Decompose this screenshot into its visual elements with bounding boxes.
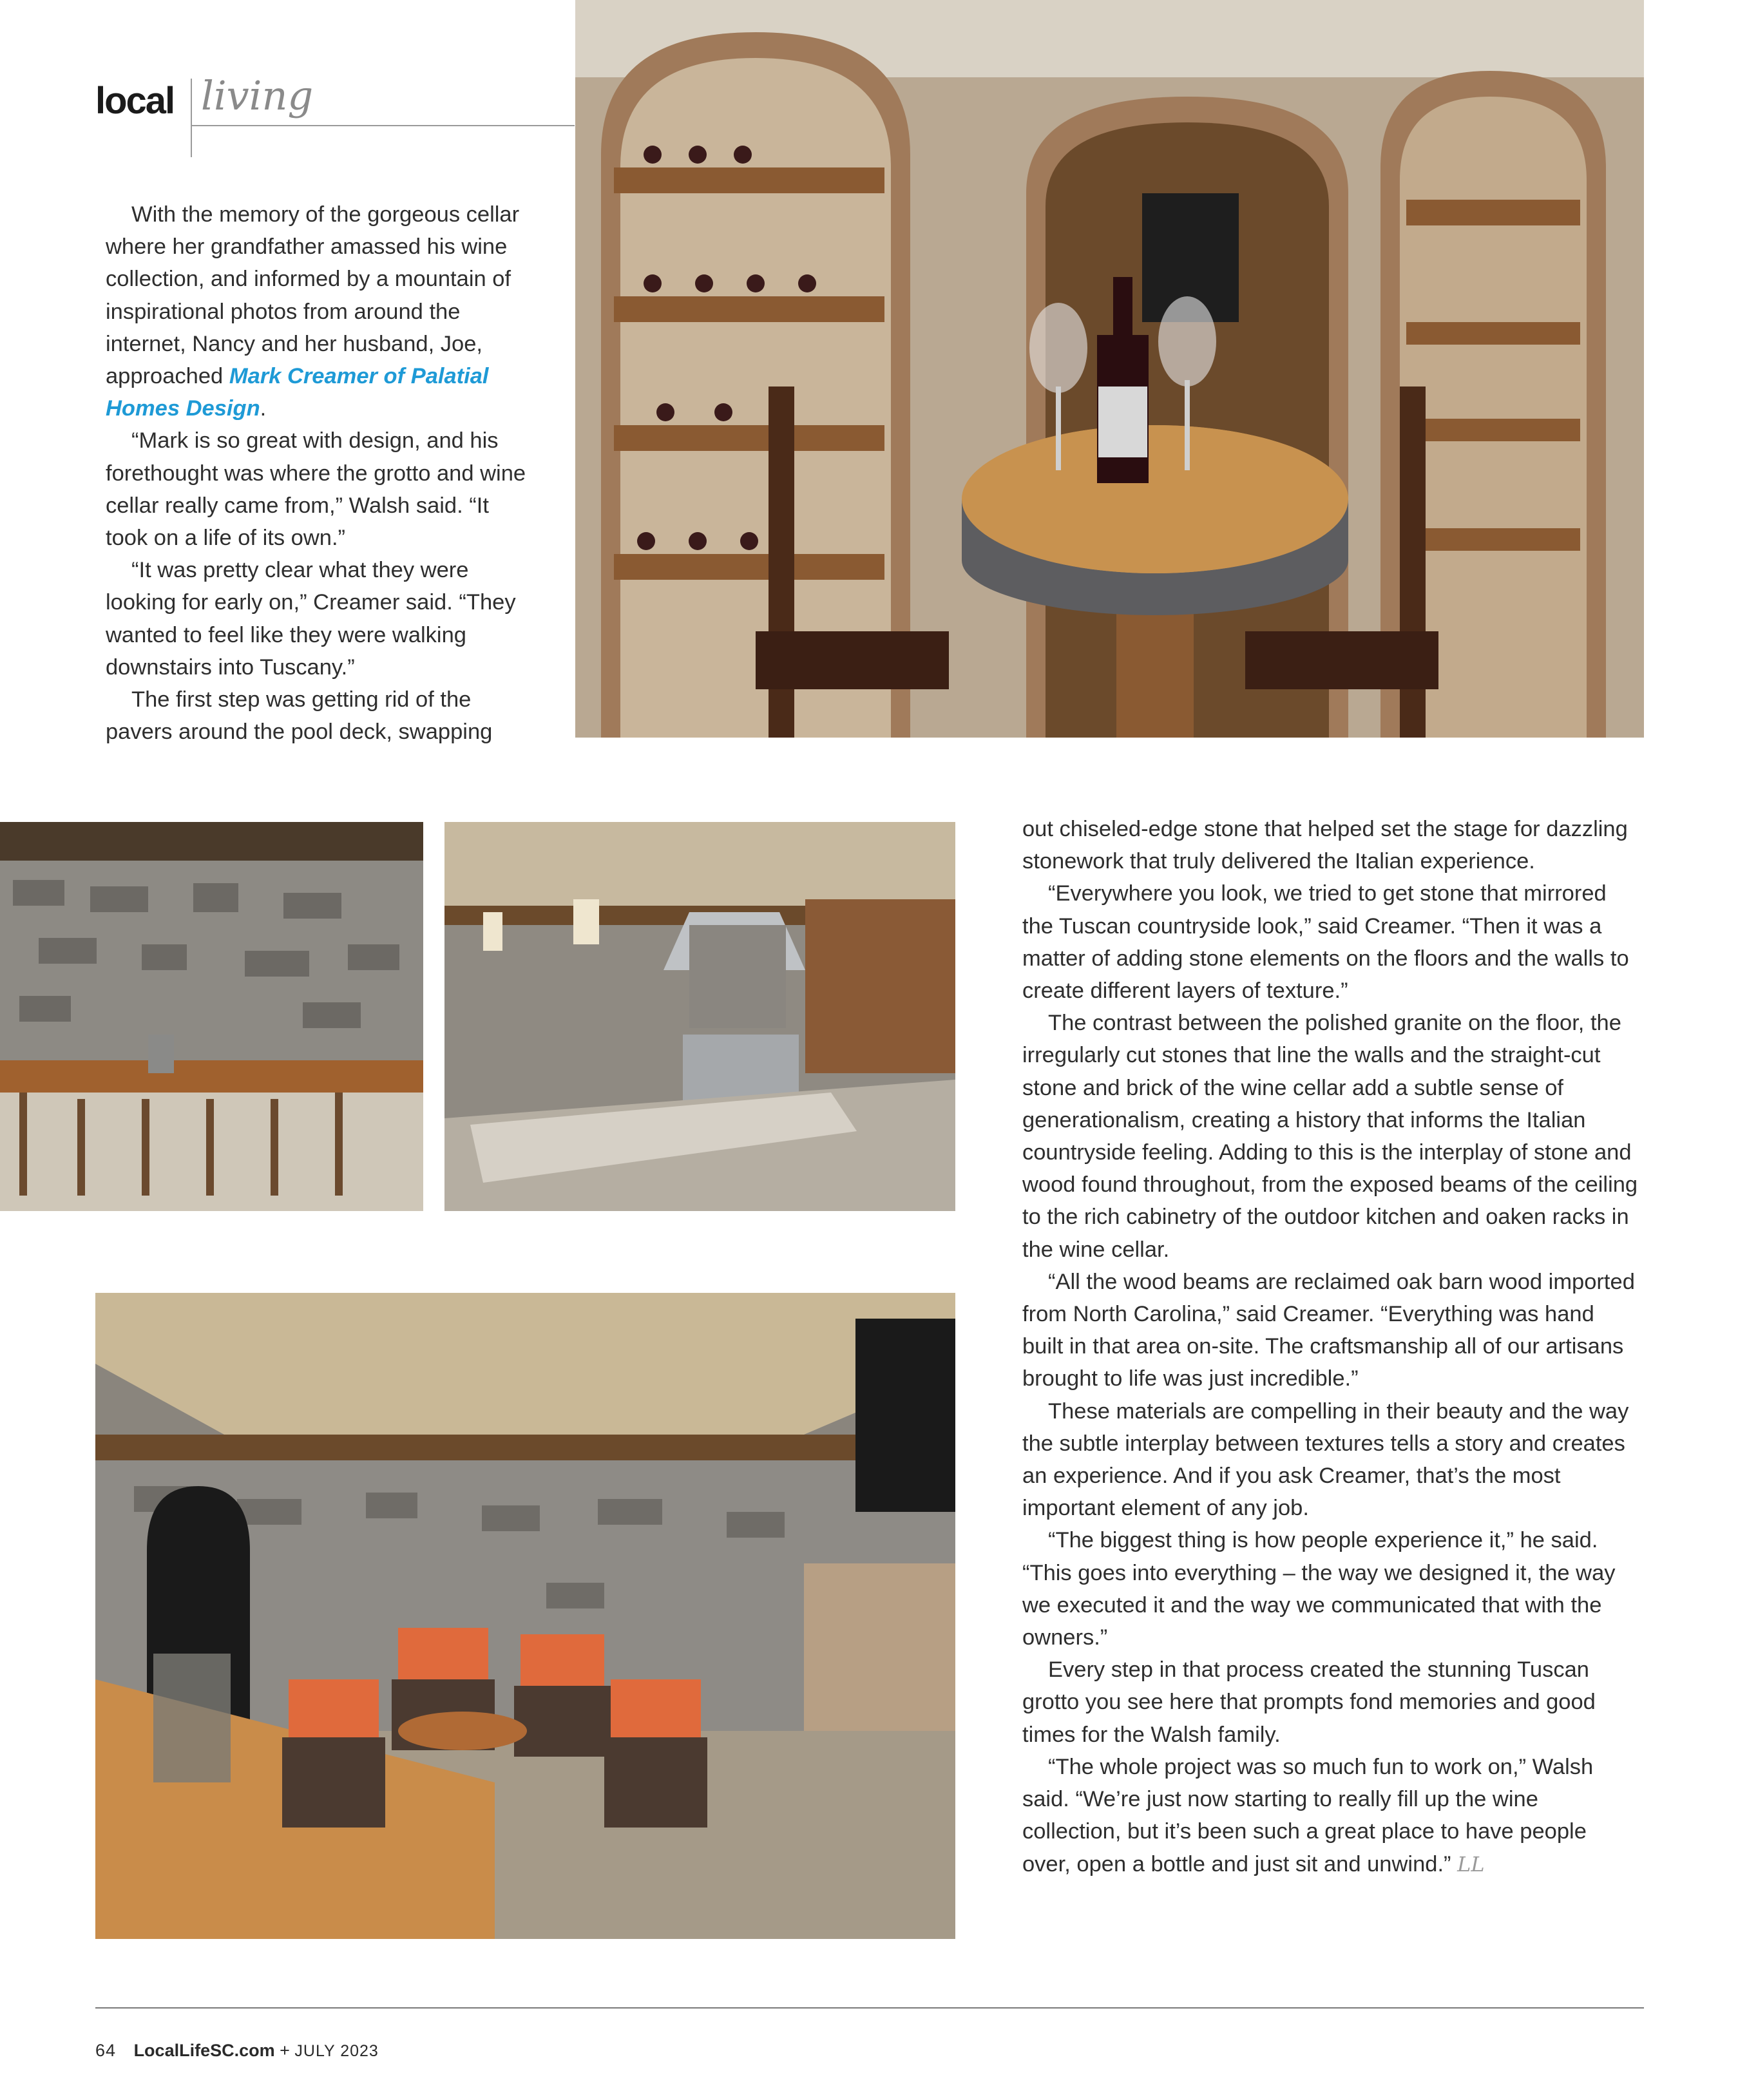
paragraph: Every step in that process created the stunning Tuscan grotto you see here that prompts fond memories and good times for the Walsh family. [1022,1657,1596,1747]
footer-issue-date: JULY 2023 [294,2042,379,2060]
paragraph: “Everywhere you look, we tried to get stone that mirrored the Tuscan countryside look,” said Creamer. “Then it was a matter of adding stone elements on the floors and the walls to create different layers of texture.” [1022,881,1629,1004]
footer [95,2041,379,2061]
paragraph-text: With the memory of the gorgeous cellar where her grandfather amassed his wine collection, and informed by a mountain of inspirational photos from around the internet, Nancy and her husband, Joe, approached [106,202,520,389]
paragraph: “The biggest thing is how people experience it,” he said. “This goes into everything – the way we designed it, the way we executed it and the way we communicated that with the owners.” [1022,1528,1616,1650]
paragraph-end: . [260,396,267,421]
paragraph: “It was pretty clear what they were looking for early on,” Creamer said. “They wanted to feel like they were walking downstairs into Tuscany.” [106,558,516,680]
article-column-right [1022,813,1641,1880]
dining-room-photo [0,822,423,1211]
magazine-logo: local [95,80,175,122]
paragraph: “Mark is so great with design, and his forethought was where the grotto and wine cellar really came from,” Walsh said. “It took on a life of its own.” [106,428,526,551]
end-mark: LL [1457,1851,1485,1876]
paragraph-text: “The whole project was so much fun to work on,” Walsh said. “We’re just now starting to really fill up the wine collection, but it’s been such a great place to have people over, open a bottle and just sit and unwind.” [1022,1754,1594,1876]
footer-site-link[interactable]: LocalLifeSC.com [133,2041,275,2060]
footer-rule [95,2007,1644,2009]
outdoor-kitchen-photo [444,822,955,1211]
paragraph: The first step was getting rid of the pavers around the pool deck, swapping [106,687,493,745]
header-divider [191,79,192,157]
paragraph [106,198,531,425]
section-title: living [201,72,314,119]
paragraph: out chiseled-edge stone that helped set the stage for dazzling stonework that truly delivered the Italian experience. [1022,817,1628,874]
paragraph: The contrast between the polished granite on the floor, the irregularly cut stones that line the walls and the straight-cut stone and brick of the wine cellar add a subtle sense of generationalism, creating a history that informs the Italian countryside feeling. Adding to this is the interplay of stone and wood found throughout, from the exposed beams of the ceiling to the rich cabinetry of the outdoor kitchen and oaken racks in the wine cellar. [1022,1011,1638,1262]
footer-separator: + [280,2041,290,2060]
paragraph: “All the wood beams are reclaimed oak barn wood imported from North Carolina,” said Creamer. “Everything was hand built in that area on-site. The craftsmanship all of our artisans brought to life was just incredible.” [1022,1269,1635,1391]
paragraph [1022,1751,1641,1880]
paragraph: These materials are compelling in their beauty and the way the subtle interplay between textures tells a story and creates an experience. And if you ask Creamer, that’s the most important element of any job. [1022,1398,1629,1521]
header-rule [191,125,575,126]
article-column-left [106,198,531,748]
lounge-photo [95,1293,955,1939]
page-number: 64 [95,2041,117,2060]
wine-cellar-photo [575,0,1644,738]
designer-link[interactable]: Mark Creamer of Palatial Homes Design [106,364,489,421]
